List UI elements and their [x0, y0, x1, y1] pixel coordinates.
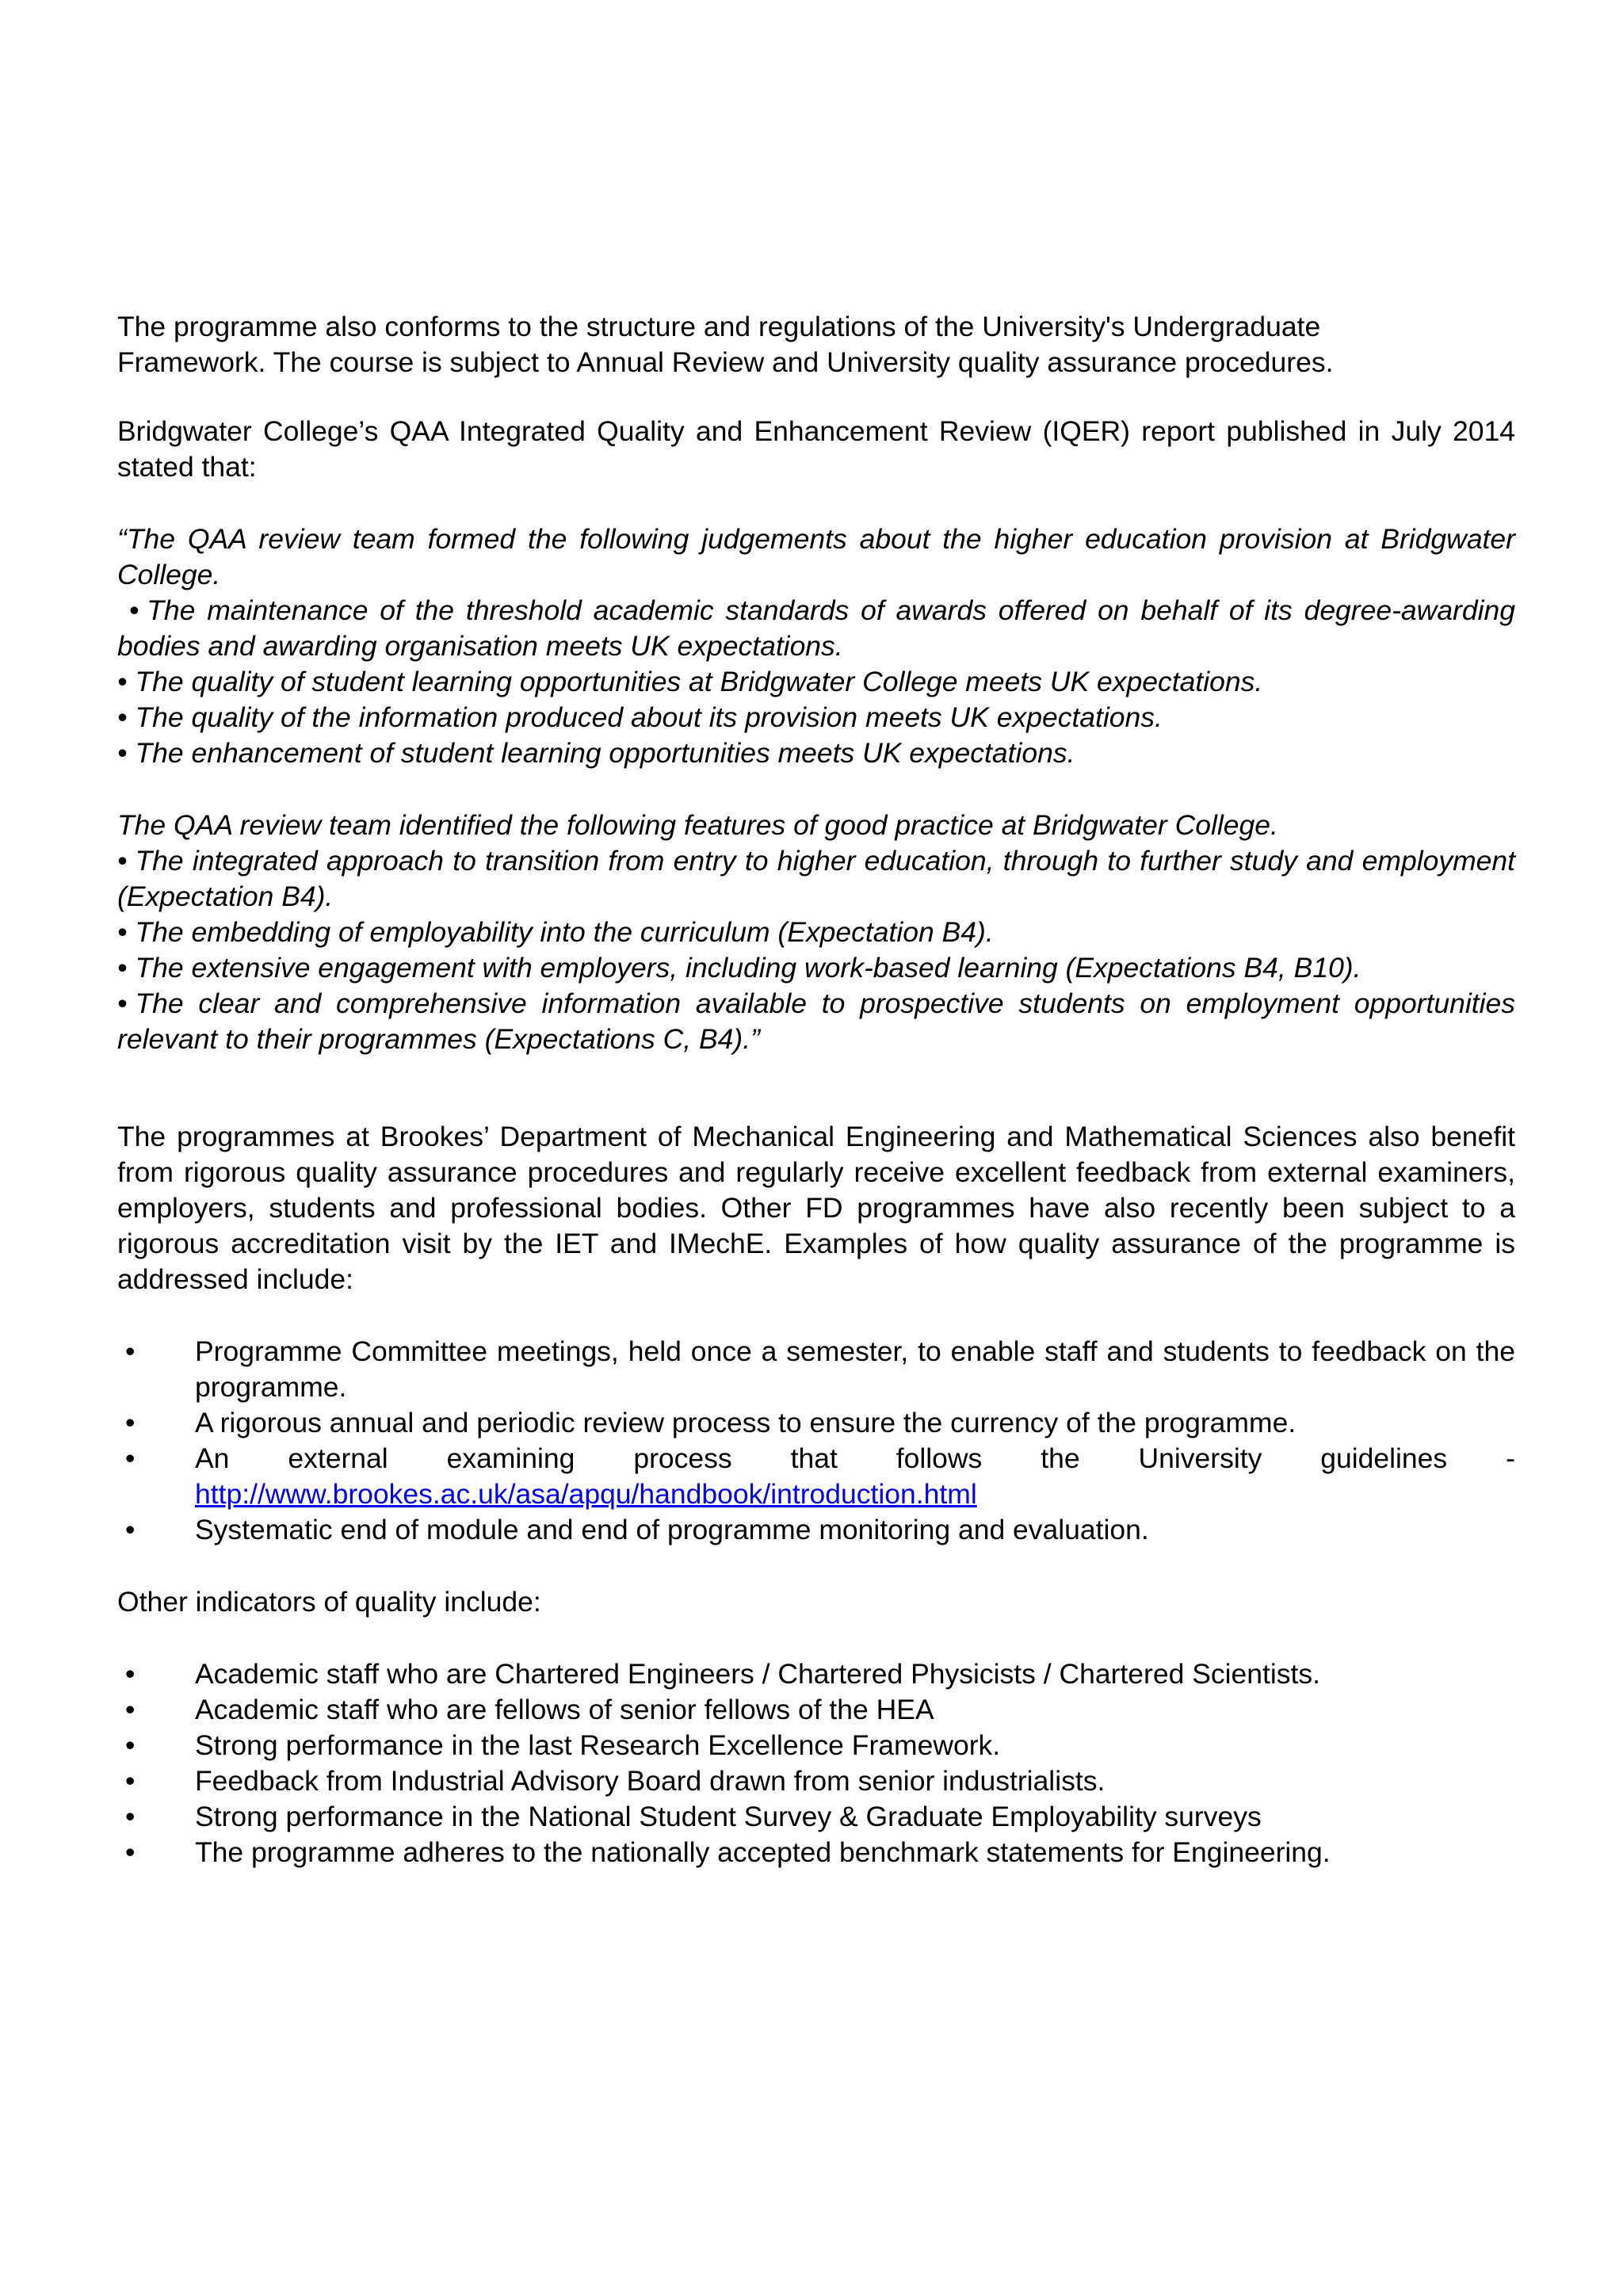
list-item: • Systematic end of module and end of programme monitoring and evaluation.	[117, 1512, 1515, 1548]
bullet-icon: •	[125, 1335, 136, 1367]
practice-item: • The extensive engagement with employers, including work-based learning (Expectations B4, B10).	[117, 950, 1515, 986]
judgement-item: • The quality of student learning opportunities at Bridgwater College meets UK expectations.	[117, 664, 1515, 700]
bullet-icon: •	[117, 845, 128, 877]
judgements-intro: “The QAA review team formed the following judgements about the higher education provision at Bridgwater College.	[117, 523, 1515, 590]
bullet-icon: •	[125, 1514, 136, 1545]
external-examining-line: An external examining process that follows the University guidelines -	[195, 1442, 1515, 1474]
document-page	[117, 309, 1515, 1870]
bullet-icon: •	[125, 1694, 136, 1725]
indicators-list	[117, 1656, 1515, 1870]
list-item: • Feedback from Industrial Advisory Board drawn from senior industrialists.	[117, 1763, 1515, 1799]
bullet-icon: •	[128, 594, 139, 626]
bullet-icon: •	[117, 701, 128, 733]
list-item: • Strong performance in the last Research Excellence Framework.	[117, 1728, 1515, 1763]
qaa-quote	[117, 521, 1515, 1057]
list-item: • Programme Committee meetings, held once a semester, to enable staff and students to feedback on the programme.	[125, 1335, 1515, 1403]
guidelines-link[interactable]: http://www.brookes.ac.uk/asa/apqu/handbook/introduction.html	[195, 1478, 977, 1510]
list-item: • A rigorous annual and periodic review process to ensure the currency of the programme.	[117, 1405, 1515, 1441]
bullet-icon: •	[125, 1836, 136, 1868]
bullet-icon: •	[117, 737, 128, 769]
intro-paragraph-framework: The programme also conforms to the structure and regulations of the University's Undergraduate Framework. The course is subject to Annual Review and University quality assurance procedures.	[117, 311, 1334, 378]
practice-item: • The clear and comprehensive information available to prospective students on employment opportunities relevant to their programmes (Expectations C, B4).”	[117, 988, 1515, 1055]
list-item: • The programme adheres to the nationally accepted benchmark statements for Engineering.	[117, 1835, 1515, 1870]
judgement-item: • The quality of the information produced about its provision meets UK expectations.	[117, 700, 1515, 735]
judgement-item: • The maintenance of the threshold academic standards of awards offered on behalf of its degree-awarding bodies and awarding organisation meets UK expectations.	[117, 594, 1515, 662]
list-item: • Strong performance in the National Student Survey & Graduate Employability surveys	[117, 1799, 1515, 1835]
bullet-icon: •	[117, 916, 128, 948]
quality-assurance-list	[117, 1334, 1515, 1548]
bullet-icon: •	[125, 1765, 136, 1797]
bullet-icon: •	[125, 1801, 136, 1832]
list-item	[117, 1441, 1515, 1512]
list-item: • Academic staff who are fellows of senior fellows of the HEA	[117, 1692, 1515, 1728]
practice-item: • The integrated approach to transition from entry to higher education, through to further study and employment (Expectation B4).	[117, 845, 1515, 912]
judgement-item: • The enhancement of student learning opportunities meets UK expectations.	[117, 735, 1515, 771]
bullet-icon: •	[117, 952, 128, 984]
bullet-icon: •	[125, 1407, 136, 1438]
practice-intro: The QAA review team identified the following features of good practice at Bridgwater College.	[117, 809, 1278, 841]
practice-item: • The embedding of employability into the curriculum (Expectation B4).	[117, 915, 1515, 950]
list-item: • Academic staff who are Chartered Engineers / Chartered Physicists / Chartered Scientists.	[117, 1656, 1515, 1692]
bullet-icon: •	[117, 988, 128, 1019]
brookes-paragraph: The programmes at Brookes’ Department of Mechanical Engineering and Mathematical Sciences also benefit from rigorous quality assurance procedures and regularly receive excellent feedback from external examiners, employers, students and professional bodies. Other FD programmes have also recently been subject to a rigorous accreditation visit by the IET and IMechE. Examples of how quality assurance of the programme is addressed include:	[117, 1121, 1515, 1295]
bullet-icon: •	[117, 666, 128, 697]
indicators-heading: Other indicators of quality include:	[117, 1586, 541, 1618]
bullet-icon: •	[125, 1729, 136, 1761]
bullet-icon: •	[125, 1658, 136, 1690]
bullet-icon: •	[125, 1442, 136, 1474]
intro-paragraph-iqer: Bridgwater College’s QAA Integrated Quality and Enhancement Review (IQER) report published in July 2014 stated that:	[117, 415, 1515, 483]
